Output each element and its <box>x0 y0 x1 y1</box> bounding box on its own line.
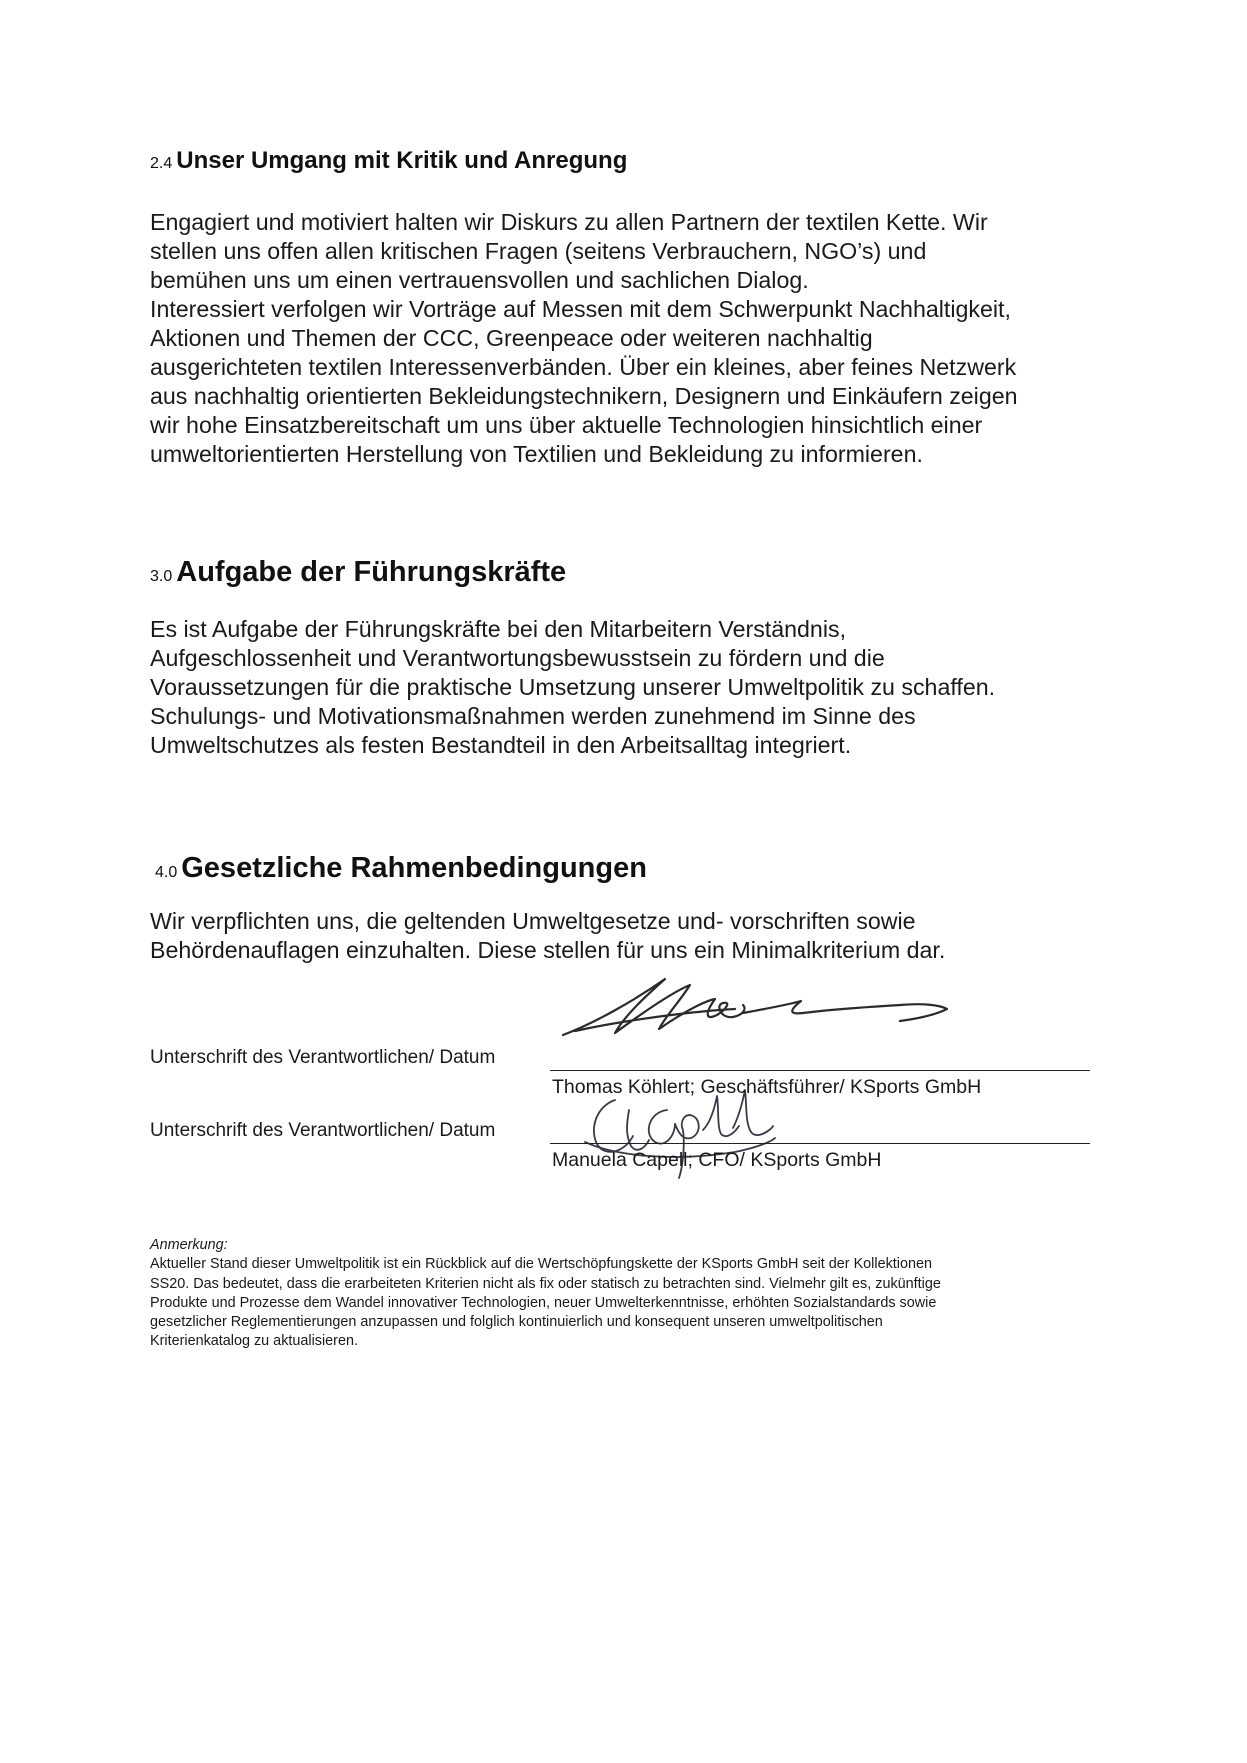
signature-label: Unterschrift des Verantwortlichen/ Datum <box>150 1120 496 1141</box>
section-number: 4.0 <box>155 864 178 881</box>
paragraph-line: Engagiert und motiviert halten wir Diskurs zu allen Partnern der textilen Kette. Wir <box>150 209 988 235</box>
footnote-line: Kriterienkatalog zu aktualisieren. <box>150 1333 358 1350</box>
section-body-2-4 <box>150 208 1150 469</box>
section-body-3-0 <box>150 615 1150 760</box>
footnote <box>150 1236 1090 1352</box>
paragraph-line: Wir verpflichten uns, die geltenden Umweltgesetze und- vorschriften sowie <box>150 908 916 934</box>
section-number: 2.4 <box>150 155 173 172</box>
paragraph-line: Es ist Aufgabe der Führungskräfte bei den Mitarbeitern Verständnis, <box>150 616 847 642</box>
signature-line <box>550 1070 1090 1071</box>
signature-row-1 <box>150 1037 1090 1097</box>
section-number: 3.0 <box>150 568 173 585</box>
signature-line <box>550 1143 1090 1144</box>
paragraph-line: aus nachhaltig orientierten Bekleidungstechnikern, Designern und Einkäufern zeigen <box>150 383 1018 409</box>
paragraph-line: Interessiert verfolgen wir Vorträge auf Messen mit dem Schwerpunkt Nachhaltigkeit, <box>150 296 1011 322</box>
signature-row-2 <box>150 1110 1090 1170</box>
footnote-line: SS20. Das bedeutet, dass die erarbeiteten Kriterien nicht als fix oder statisch zu betrachten sind. Vielmehr gilt es, zukünftige <box>150 1275 941 1292</box>
section-heading-4-0 <box>155 852 647 885</box>
paragraph-line: Behördenauflagen einzuhalten. Diese stellen für uns ein Minimalkriterium dar. <box>150 937 946 963</box>
handwritten-signature-kohlert <box>555 965 975 1045</box>
section-title: Unser Umgang mit Kritik und Anregung <box>176 147 628 174</box>
paragraph-line: wir hohe Einsatzbereitschaft um uns über aktuelle Technologien hinsichtlich einer <box>150 412 983 438</box>
footnote-line: Produkte und Prozesse dem Wandel innovativer Technologien, neuer Umwelterkenntnisse, erhöhten Sozialstandards sowie <box>150 1294 937 1311</box>
section-body-4-0 <box>150 907 1150 965</box>
signatory-name: Manuela Capell; CFO/ KSports GmbH <box>552 1149 882 1171</box>
paragraph-line: bemühen uns um einen vertrauensvollen und sachlichen Dialog. <box>150 267 809 293</box>
paragraph-line: Schulungs- und Motivationsmaßnahmen werden zunehmend im Sinne des <box>150 703 916 729</box>
paragraph-line: stellen uns offen allen kritischen Fragen (seitens Verbrauchern, NGO’s) und <box>150 238 927 264</box>
paragraph-line: ausgerichteten textilen Interessenverbänden. Über ein kleines, aber feines Netzwerk <box>150 354 1017 380</box>
paragraph-line: Aufgeschlossenheit und Verantwortungsbewusstsein zu fördern und die <box>150 645 885 671</box>
signature-label: Unterschrift des Verantwortlichen/ Datum <box>150 1047 496 1068</box>
paragraph-line: umweltorientierten Herstellung von Textilien und Bekleidung zu informieren. <box>150 441 923 467</box>
section-heading-2-4 <box>150 147 627 175</box>
footnote-line: Aktueller Stand dieser Umweltpolitik ist ein Rückblick auf die Wertschöpfungskette der KSports GmbH seit der Kollektionen <box>150 1256 932 1273</box>
section-heading-3-0 <box>150 556 566 589</box>
footnote-title: Anmerkung: <box>150 1237 228 1253</box>
paragraph-line: Umweltschutzes als festen Bestandteil in den Arbeitsalltag integriert. <box>150 732 852 758</box>
paragraph-line: Aktionen und Themen der CCC, Greenpeace oder weiteren nachhaltig <box>150 325 873 351</box>
section-title: Aufgabe der Führungskräfte <box>176 556 567 588</box>
signatory-name: Thomas Köhlert; Geschäftsführer/ KSports GmbH <box>552 1076 982 1098</box>
section-title: Gesetzliche Rahmenbedingungen <box>181 852 647 884</box>
paragraph-line: Voraussetzungen für die praktische Umsetzung unserer Umweltpolitik zu schaffen. <box>150 674 996 700</box>
footnote-line: gesetzlicher Reglementierungen anzupassen und folglich kontinuierlich und konsequent unseren umweltpolitischen <box>150 1314 883 1331</box>
